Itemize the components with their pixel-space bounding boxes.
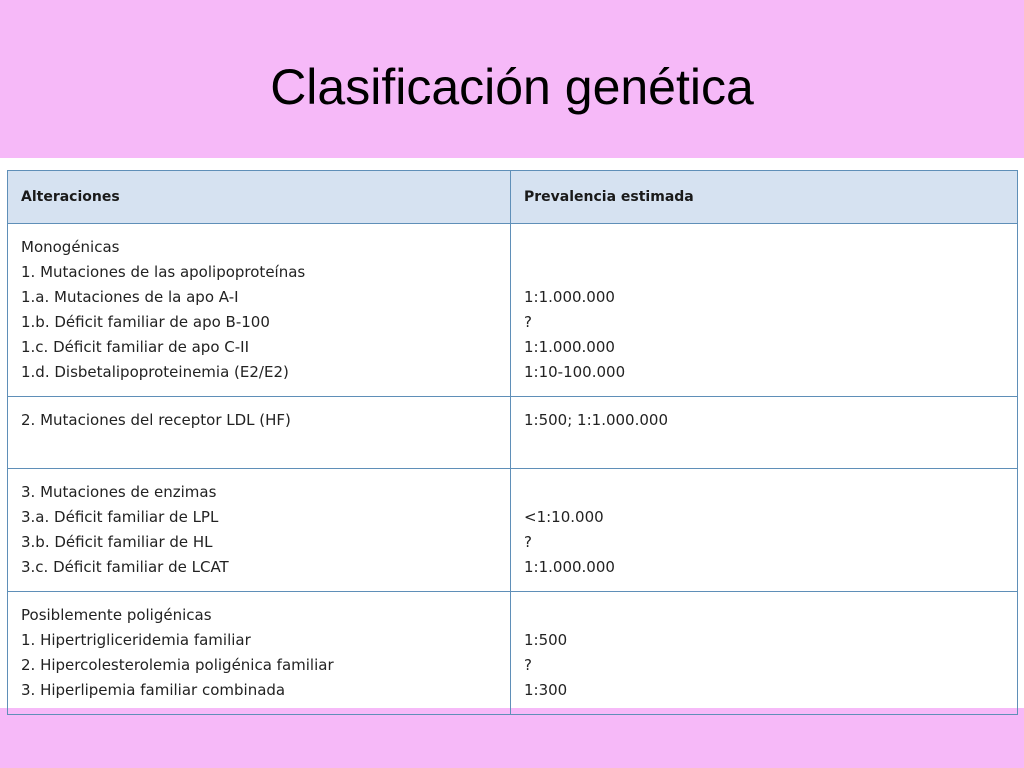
alteraciones-cell — [8, 224, 511, 397]
table-panel — [0, 158, 1024, 708]
cell-line: 1:500 — [524, 631, 568, 649]
cell-line: 1.c. Déficit familiar de apo C-II — [21, 338, 250, 356]
slide-title: Clasificación genética — [270, 59, 754, 115]
cell-line: 3. Hiperlipemia familiar combinada — [21, 681, 286, 699]
cell-line: ? — [524, 533, 532, 551]
cell-line: <1:10.000 — [524, 508, 604, 526]
prevalencia-cell — [511, 397, 1018, 469]
cell-line: 2. Mutaciones del receptor LDL (HF) — [21, 411, 291, 429]
prevalencia-cell — [511, 469, 1018, 592]
cell-line: 1:300 — [524, 681, 568, 699]
prevalencia-cell — [511, 224, 1018, 397]
cell-line — [524, 235, 1004, 260]
cell-line: 3. Mutaciones de enzimas — [21, 483, 217, 501]
cell-line: 1.d. Disbetalipoproteinemia (E2/E2) — [21, 363, 289, 381]
header-prevalencia: Prevalencia estimada — [511, 171, 1018, 224]
cell-line: 3.a. Déficit familiar de LPL — [21, 508, 219, 526]
cell-line: 1.a. Mutaciones de la apo A-I — [21, 288, 239, 306]
cell-line: 1:1.000.000 — [524, 288, 615, 306]
alteraciones-cell — [8, 469, 511, 592]
cell-line — [524, 260, 1004, 285]
alteraciones-cell — [8, 397, 511, 469]
prevalencia-cell — [511, 592, 1018, 715]
cell-line: 2. Hipercolesterolemia poligénica familiar — [21, 656, 334, 674]
table-row — [8, 469, 1018, 592]
cell-line: ? — [524, 313, 532, 331]
cell-line: ? — [524, 656, 532, 674]
table-row — [8, 592, 1018, 715]
cell-line: 1. Hipertrigliceridemia familiar — [21, 631, 251, 649]
cell-line: Monogénicas — [21, 238, 120, 256]
cell-line: 3.b. Déficit familiar de HL — [21, 533, 213, 551]
alteraciones-cell — [8, 592, 511, 715]
header-alteraciones: Alteraciones — [8, 171, 511, 224]
cell-line: 1:1.000.000 — [524, 338, 615, 356]
table-row — [8, 397, 1018, 469]
cell-line: 3.c. Déficit familiar de LCAT — [21, 558, 229, 576]
cell-line: 1:10-100.000 — [524, 363, 626, 381]
table-row — [8, 224, 1018, 397]
cell-line — [524, 480, 1004, 505]
cell-line: 1:1.000.000 — [524, 558, 615, 576]
cell-line: Posiblemente poligénicas — [21, 606, 212, 624]
cell-line: 1. Mutaciones de las apolipoproteínas — [21, 263, 306, 281]
cell-line: 1.b. Déficit familiar de apo B-100 — [21, 313, 270, 331]
genetic-classification-table — [7, 170, 1018, 715]
cell-line: 1:500; 1:1.000.000 — [524, 411, 668, 429]
cell-line — [524, 603, 1004, 628]
table-header-row — [8, 171, 1018, 224]
